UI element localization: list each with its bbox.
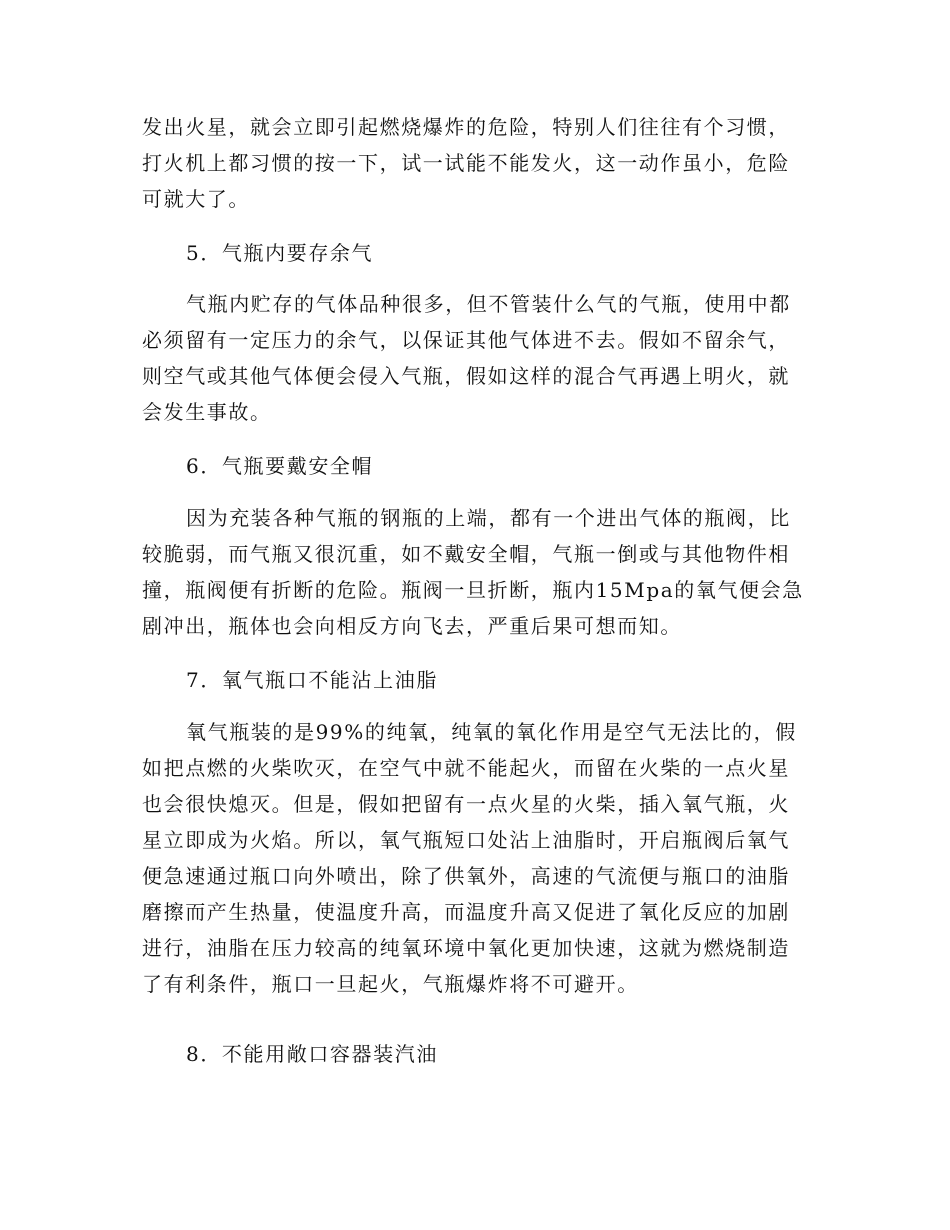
paragraph-line: 磨擦而产生热量，使温度升高，而温度升高又促进了氧化反应的加剧 <box>142 900 790 924</box>
paragraph-line: 进行，油脂在压力较高的纯氧环境中氧化更加快速，这就为燃烧制造 <box>142 936 790 960</box>
paragraph-residual-gas <box>142 286 808 430</box>
paragraph-line: 剧冲出，瓶体也会向相反方向飞去，严重后果可想而知。 <box>142 614 682 638</box>
section-heading-5 <box>142 235 808 271</box>
heading-text: 5．气瓶内要存余气 <box>186 241 374 265</box>
section-heading-6 <box>142 448 808 484</box>
paragraph-line: 必须留有一定压力的余气，以保证其他气体进不去。假如不留余气， <box>142 328 790 352</box>
paragraph-continued <box>142 109 808 217</box>
paragraph-line: 也会很快熄灭。但是，假如把留有一点火星的火柴，插入氧气瓶，火 <box>142 792 790 816</box>
paragraph-line: 可就大了。 <box>142 187 250 211</box>
paragraph-line: 发出火星，就会立即引起燃烧爆炸的危险，特别人们往往有个习惯， <box>142 115 790 139</box>
paragraph-line: 因为充装各种气瓶的钢瓶的上端，都有一个进出气体的瓶阀，比 <box>186 506 791 530</box>
heading-text: 7．氧气瓶口不能沾上油脂 <box>186 668 438 692</box>
heading-text: 8．不能用敞口容器装汽油 <box>186 1042 438 1066</box>
paragraph-safety-cap <box>142 500 808 644</box>
paragraph-line: 星立即成为火焰。所以，氧气瓶短口处沾上油脂时，开启瓶阀后氧气 <box>142 828 790 852</box>
section-heading-7 <box>142 662 808 698</box>
paragraph-oxygen-grease <box>142 714 808 1002</box>
paragraph-line: 则空气或其他气体便会侵入气瓶，假如这样的混合气再遇上明火，就 <box>142 364 790 388</box>
section-heading-8 <box>142 1036 808 1072</box>
paragraph-line: 便急速通过瓶口向外喷出，除了供氧外，高速的气流便与瓶口的油脂 <box>142 864 790 888</box>
paragraph-line: 氧气瓶装的是99%的纯氧，纯氧的氧化作用是空气无法比的，假 <box>186 720 797 744</box>
paragraph-line: 打火机上都习惯的按一下，试一试能不能发火，这一动作虽小，危险 <box>142 151 790 175</box>
paragraph-line: 了有利条件，瓶口一旦起火，气瓶爆炸将不可避开。 <box>142 972 639 996</box>
paragraph-line: 较脆弱，而气瓶又很沉重，如不戴安全帽，气瓶一倒或与其他物件相 <box>142 542 790 566</box>
paragraph-line: 如把点燃的火柴吹灭，在空气中就不能起火，而留在火柴的一点火星 <box>142 756 790 780</box>
paragraph-line: 撞，瓶阀便有折断的危险。瓶阀一旦折断，瓶内15Mpa的氧气便会急 <box>142 578 804 602</box>
paragraph-line: 会发生事故。 <box>142 400 272 424</box>
heading-text: 6．气瓶要戴安全帽 <box>186 454 374 478</box>
paragraph-line: 气瓶内贮存的气体品种很多，但不管装什么气的气瓶，使用中都 <box>186 292 791 316</box>
